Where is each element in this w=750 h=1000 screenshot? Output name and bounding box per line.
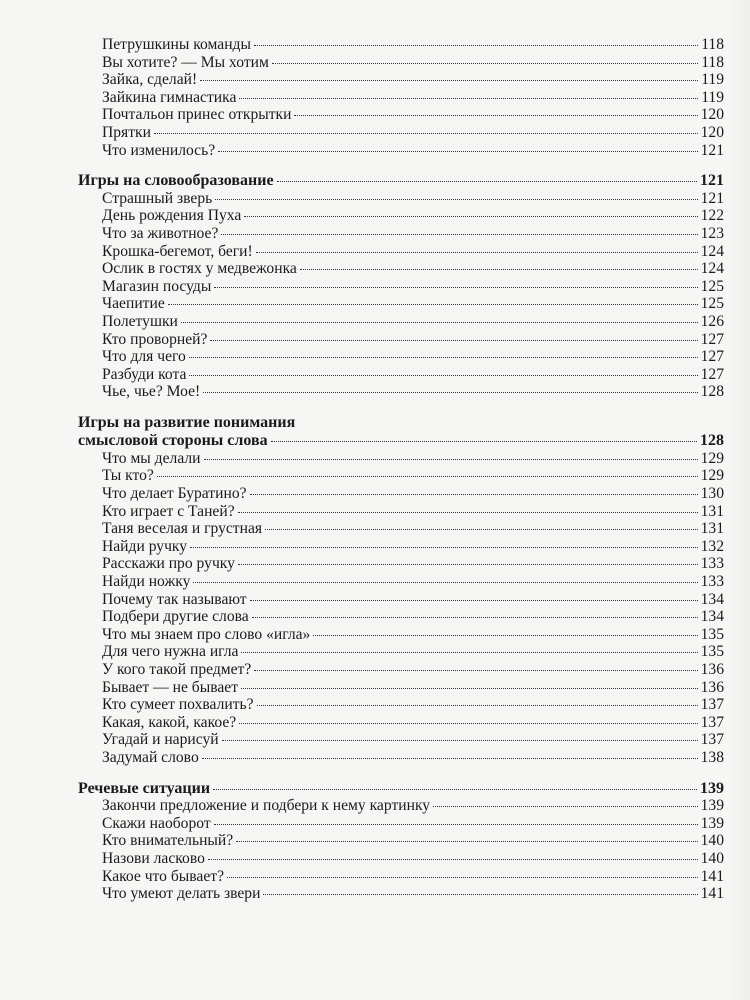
dot-leader [218,151,697,152]
entry-title: Вы хотите? — Мы хотим [102,53,269,71]
dot-leader [244,216,697,217]
dot-leader [221,234,697,235]
entry-page-number: 120 [700,106,724,124]
entry-title: Кто играет с Таней? [102,502,235,520]
toc-entry [78,54,724,72]
entry-page-number: 133 [700,573,724,591]
toc-entry [78,608,724,626]
toc-entry [78,885,724,903]
toc-group-2 [78,190,724,401]
dot-leader [189,357,698,358]
dot-leader [190,547,698,548]
dot-leader [239,98,698,99]
toc-entry [78,661,724,679]
entry-page-number: 125 [700,277,724,295]
toc-section-heading [78,780,724,798]
entry-title: День рождения Пуха [102,207,242,225]
toc-entry [78,643,724,661]
entry-title: Какая, какой, какое? [102,713,237,731]
entry-title: Что делает Буратино? [102,485,247,503]
entry-title: Что за животное? [102,224,219,242]
toc-entry [78,573,724,591]
entry-title: Ослик в гостях у медвежонка [102,260,297,278]
entry-page-number: 131 [700,520,724,538]
dot-leader [265,529,698,530]
toc-entry [78,243,724,261]
toc-entry [78,520,724,538]
toc-entry [78,142,724,160]
entry-page-number: 141 [700,885,724,903]
toc-entry [78,278,724,296]
dot-leader [193,582,697,583]
entry-title: Что для чего [102,348,186,366]
dot-leader [238,512,698,513]
entry-title: Чаепитие [102,295,165,313]
toc-entry [78,850,724,868]
section-title: Речевые ситуации [78,779,211,797]
dot-leader [214,287,697,288]
toc-entry [78,832,724,850]
entry-title: У кого такой предмет? [102,661,252,678]
entry-page-number: 127 [700,365,724,383]
dot-leader [254,670,697,671]
section-title-line2: смысловой стороны слова [78,431,268,449]
toc-entry [78,190,724,208]
section-page-number: 121 [700,172,724,190]
entry-page-number: 131 [700,502,724,520]
dot-leader [222,740,698,741]
toc-entry [78,89,724,107]
dot-leader [203,392,697,393]
entry-title: Угадай и нарисуй [102,731,219,749]
entry-page-number: 124 [700,242,724,260]
entry-title: Разбуди кота [102,365,187,383]
toc-section-heading [78,414,724,450]
toc-entry [78,313,724,331]
entry-page-number: 121 [700,189,724,207]
dot-leader [227,877,698,878]
entry-page-number: 132 [700,537,724,555]
dot-leader [189,375,697,376]
dot-leader [254,45,698,46]
dot-leader [168,304,698,305]
entry-title: Что изменилось? [102,141,216,159]
entry-page-number: 129 [700,467,724,485]
toc-entry [78,797,724,815]
entry-title: Найди ножку [102,573,191,591]
dot-leader [263,894,697,895]
entry-title: Задумай слово [102,748,199,766]
toc-entry [78,815,724,833]
toc-entry [78,485,724,503]
section-page-number: 139 [700,779,724,797]
entry-title: Чье, чье? Мое! [102,383,201,401]
toc-entry [78,868,724,886]
entry-page-number: 139 [700,797,724,815]
toc-entry [78,295,724,313]
entry-title: Почтальон принес открытки [102,106,292,124]
dot-leader [272,63,698,64]
dot-leader [241,652,697,653]
entry-title: Почему так называют [102,590,247,608]
entry-page-number: 138 [700,748,724,766]
entry-page-number: 118 [701,36,724,53]
entry-title: Закончи предложение и подбери к нему картинку [102,797,431,815]
toc-entry [78,260,724,278]
entry-page-number: 124 [700,260,724,278]
entry-title: Что мы знаем про слово «игла» [102,625,311,643]
entry-page-number: 119 [701,88,724,106]
entry-page-number: 139 [700,814,724,832]
dot-leader [210,340,697,341]
entry-page-number: 135 [700,625,724,643]
entry-title: Бывает — не бывает [102,678,239,696]
toc-entry [78,626,724,644]
toc-group-1 [78,36,724,159]
dot-leader [271,441,697,442]
toc-entry [78,348,724,366]
entry-page-number: 140 [700,849,724,867]
entry-title: Скажи наоборот [102,814,211,832]
dot-leader [313,635,697,636]
entry-title: Какое что бывает? [102,867,225,885]
toc-entry [78,749,724,767]
entry-page-number: 123 [700,224,724,242]
entry-page-number: 127 [700,348,724,366]
entry-page-number: 126 [700,312,724,330]
toc-group-3 [78,450,724,767]
entry-page-number: 118 [701,53,724,71]
entry-page-number: 136 [700,678,724,696]
dot-leader [215,199,697,200]
entry-page-number: 127 [700,330,724,348]
entry-page-number: 133 [700,555,724,573]
entry-title: Найди ручку [102,537,188,555]
toc-entry [78,366,724,384]
toc-entry [78,696,724,714]
dot-leader [200,80,698,81]
entry-page-number: 128 [700,383,724,401]
dot-leader [239,723,697,724]
toc-entry [78,467,724,485]
dot-leader [300,269,698,270]
entry-page-number: 135 [700,643,724,661]
toc-entry [78,450,724,468]
toc-entry [78,383,724,401]
section-page-number: 128 [700,431,724,449]
toc-entry [78,503,724,521]
dot-leader [277,181,697,182]
entry-title: Назови ласково [102,849,205,867]
entry-page-number: 119 [701,71,724,89]
entry-title: Для чего нужна игла [102,643,239,661]
entry-page-number: 141 [700,867,724,885]
toc-group-4 [78,797,724,903]
toc-entry [78,538,724,556]
dot-leader [294,115,697,116]
dot-leader [204,459,698,460]
entry-title: Крошка-бегемот, беги! [102,242,253,260]
toc-entry [78,36,724,54]
toc-entry [78,106,724,124]
dot-leader [214,824,698,825]
toc-entry [78,731,724,749]
entry-page-number: 134 [700,590,724,608]
entry-title: Прятки [102,123,151,141]
dot-leader [181,322,698,323]
entry-page-number: 122 [700,207,724,225]
toc-entry [78,124,724,142]
dot-leader [257,705,698,706]
dot-leader [236,841,697,842]
entry-page-number: 137 [700,731,724,749]
entry-page-number: 130 [700,485,724,503]
dot-leader [213,789,697,790]
dot-leader [433,806,698,807]
dot-leader [238,564,698,565]
toc-entry [78,207,724,225]
entry-title: Полетушки [102,312,178,330]
dot-leader [154,133,698,134]
page-edge-shadow [728,0,750,1000]
section-title-line1: Игры на развитие понимания [78,413,296,431]
entry-title: Магазин посуды [102,277,212,295]
entry-title: Кто внимательный? [102,832,234,850]
dot-leader [250,600,698,601]
dot-leader [252,617,698,618]
entry-title: Расскажи про ручку [102,555,235,573]
toc-section-heading [78,172,724,190]
entry-title: Зайка, сделай! [102,71,198,89]
toc-entry [78,225,724,243]
dot-leader [241,688,698,689]
toc-entry [78,679,724,697]
entry-page-number: 137 [700,713,724,731]
entry-page-number: 120 [700,123,724,141]
entry-title: Ты кто? [102,467,154,485]
table-of-contents [78,36,724,903]
entry-title: Что умеют делать звери [102,885,261,903]
dot-leader [250,494,698,495]
dot-leader [157,476,698,477]
toc-entry [78,591,724,609]
entry-page-number: 136 [700,661,724,678]
entry-page-number: 140 [700,832,724,850]
section-title: Игры на словообразование [78,172,274,190]
entry-page-number: 129 [700,449,724,467]
dot-leader [256,252,698,253]
entry-title: Таня веселая и грустная [102,520,263,538]
entry-title: Страшный зверь [102,189,213,207]
dot-leader [208,859,698,860]
entry-page-number: 125 [700,295,724,313]
toc-entry [78,555,724,573]
toc-entry [78,331,724,349]
entry-title: Кто проворней? [102,330,208,348]
entry-title: Подбери другие слова [102,608,249,626]
toc-entry [78,714,724,732]
dot-leader [202,758,698,759]
entry-title: Зайкина гимнастика [102,88,237,106]
entry-title: Петрушкины команды [102,36,251,53]
toc-entry [78,71,724,89]
entry-page-number: 134 [700,608,724,626]
entry-title: Кто сумеет похвалить? [102,696,254,714]
entry-page-number: 121 [700,141,724,159]
entry-page-number: 137 [700,696,724,714]
entry-title: Что мы делали [102,449,201,467]
